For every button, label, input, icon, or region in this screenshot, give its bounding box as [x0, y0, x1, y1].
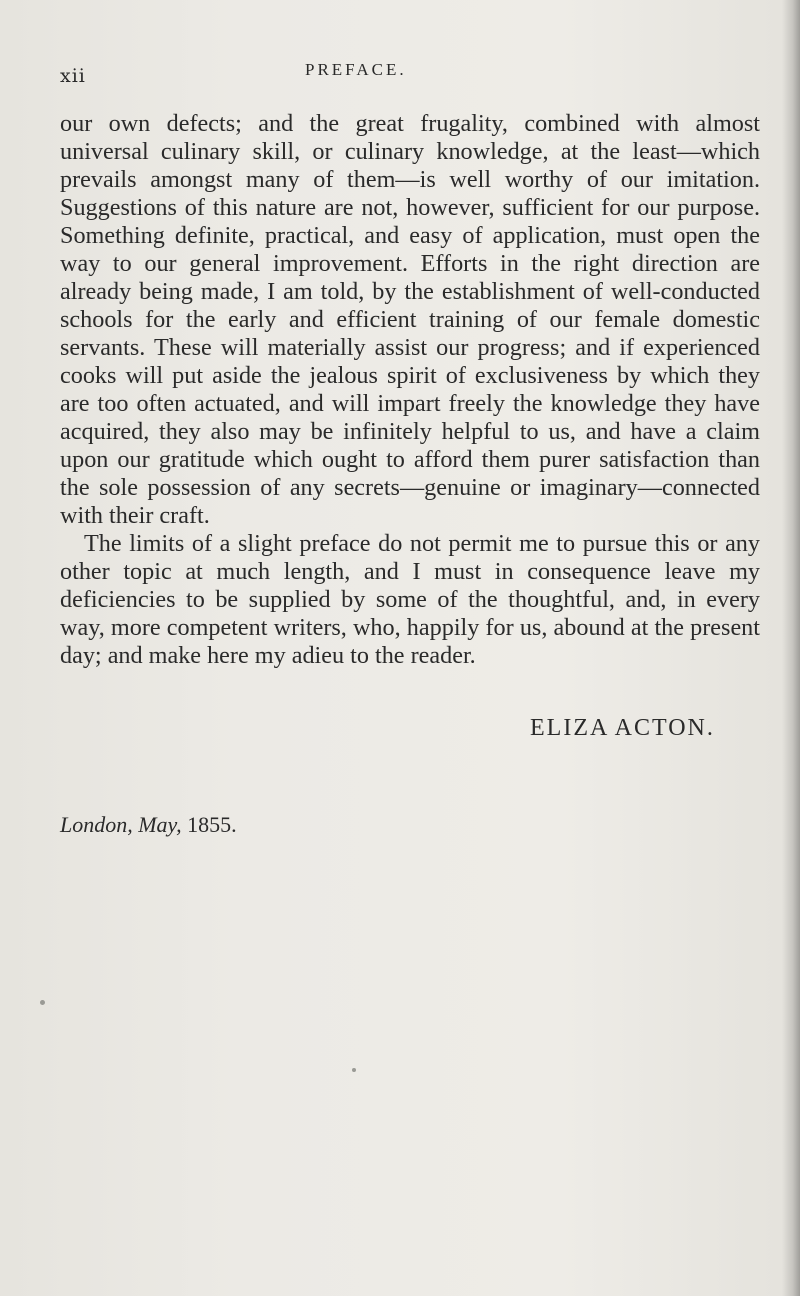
dateline-place: London, May, [60, 812, 182, 837]
paragraph-2: The limits of a slight preface do not permit me to pursue this or any other topic at much length, and I must in consequence leave my deficiencies to be supplied by some of the thoughtful, and, in every way, more competent writers, who, happily for us, abound at the present day; and make here my adieu to the reader. [60, 530, 760, 669]
paper-speck [40, 1000, 45, 1005]
paper-speck [352, 1068, 356, 1072]
page-number: xii [60, 65, 86, 87]
author-signature: ELIZA ACTON. [530, 715, 715, 741]
dateline [60, 812, 237, 838]
running-head: PREFACE. [305, 60, 407, 79]
page-edge-shadow [782, 0, 800, 1296]
dateline-year: 1855. [187, 812, 237, 837]
paragraph-1: our own defects; and the great frugality, combined with almost universal culinary skill, or culinary knowledge, at the least—which prevails amongst many of them—is well worthy of our imitation. Suggestions of this nature are not, however, sufficient for our purpose. Something definite, practical, and easy of application, must open the way to our general improvement. Efforts in the right direction are already being made, I am told, by the establishment of well-conducted schools for the early and efficient training of our female domestic servants. These will materially assist our progress; and if experienced cooks will put aside the jealous spirit of exclusiveness by which they are too often actuated, and will impart freely the knowledge they have acquired, they also may be infinitely helpful to us, and have a claim upon our gratitude which ought to afford them purer satisfaction than the sole possession of any secrets—genuine or imaginary—connected with their craft. [60, 110, 760, 529]
preface-body [60, 110, 760, 670]
